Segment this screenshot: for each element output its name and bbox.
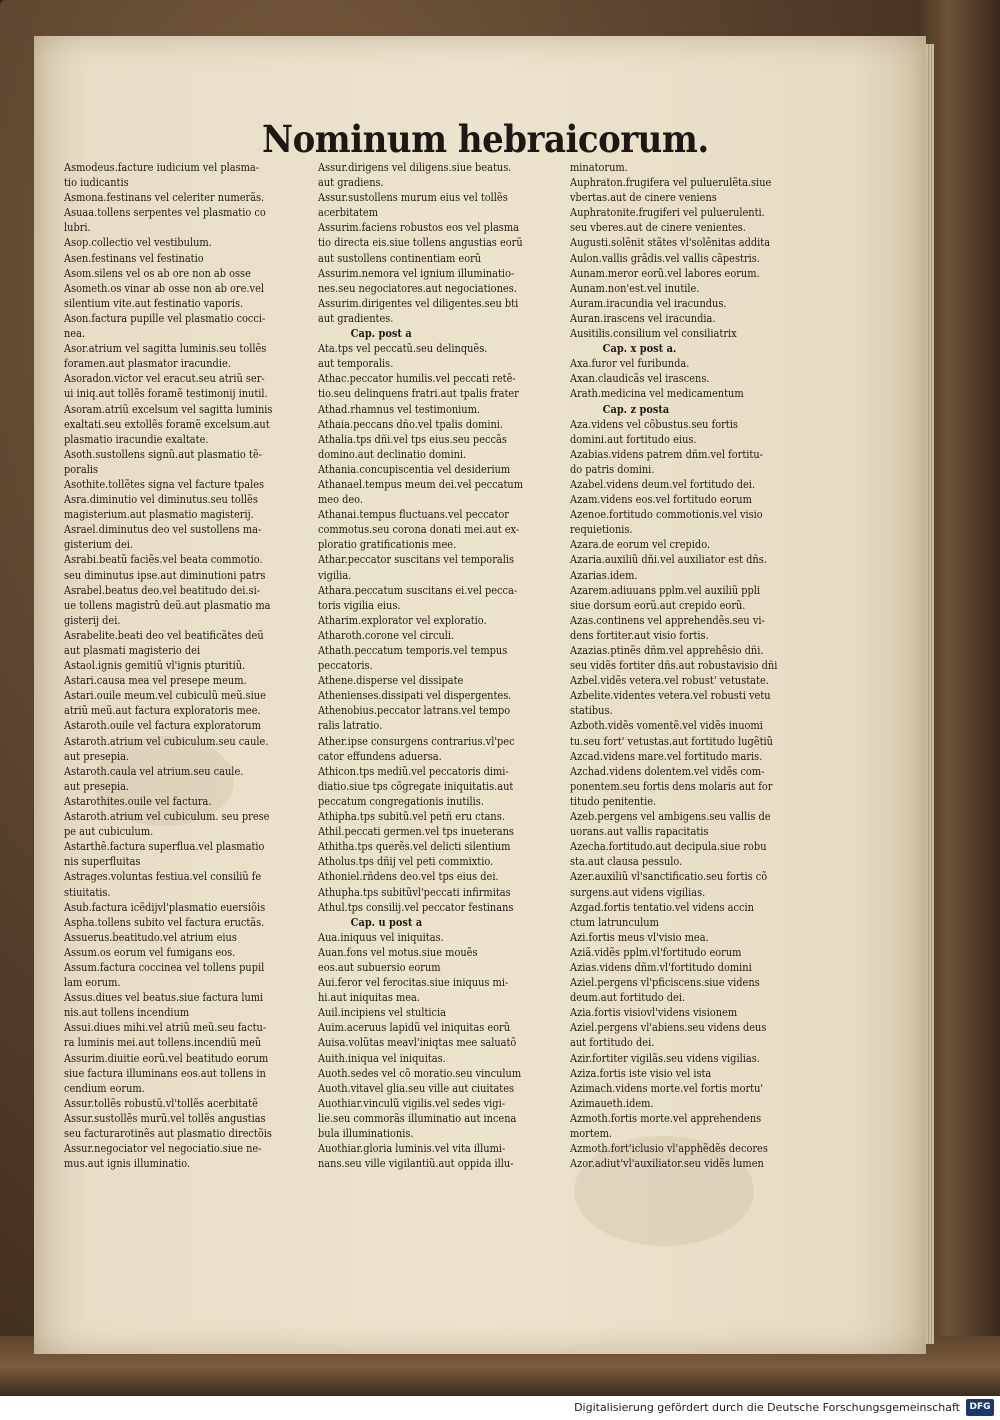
text-line: Azbelite.videntes vetera.vel robusti vetu bbox=[570, 688, 771, 703]
text-line: Azia.fortis visiovl'videns visionem bbox=[570, 1005, 738, 1020]
text-line: Athania.concupiscentia vel desiderium bbox=[318, 461, 511, 476]
text-line: Auan.fons vel motus.siue mouẽs bbox=[318, 944, 478, 959]
text-line: Astarothites.ouile vel factura. bbox=[64, 793, 212, 808]
text-line: Athul.tps consilij.vel peccator festinans bbox=[318, 899, 514, 914]
text-line: magisterium.aut plasmatio magisterij. bbox=[64, 507, 254, 522]
text-line: Atholus.tps dñij vel peti commixtio. bbox=[318, 854, 494, 869]
text-line: Auothiar.gloria luminis.vel vita illumi- bbox=[318, 1141, 506, 1156]
text-line: nea. bbox=[64, 326, 86, 341]
text-line: Asub.factura icẽdijvl'plasmatio euersiõis bbox=[64, 899, 266, 914]
text-line: Azeb.pergens vel ambigens.seu vallis de bbox=[570, 809, 771, 824]
text-line: meo deo. bbox=[318, 492, 364, 507]
text-line: Assur.negociator vel negociatio.siue ne- bbox=[64, 1141, 262, 1156]
text-line: Athara.peccatum suscitans ei.vel pecca- bbox=[318, 582, 518, 597]
text-line: Azmoth.fortis morte.vel apprehendens bbox=[570, 1110, 762, 1125]
text-line: siue factura illuminans eos.aut tollens in bbox=[64, 1065, 266, 1080]
text-line: Asrabel.beatus deo.vel beatitudo dei.si- bbox=[64, 582, 261, 597]
text-line: Aunam.meror eorũ.vel labores eorum. bbox=[570, 265, 760, 280]
text-line: Asometh.os vinar ab osse non ab ore.vel bbox=[64, 280, 265, 295]
text-line: Asoram.atriũ excelsum vel sagitta luminis bbox=[64, 401, 273, 416]
text-line: Azam.videns eos.vel fortitudo eorum bbox=[570, 492, 752, 507]
text-line: aut plasmati magisterio dei bbox=[64, 643, 201, 657]
text-line: lubri. bbox=[64, 220, 91, 235]
text-line: hi.aut iniquitas mea. bbox=[318, 990, 421, 1005]
text-line: seu vberes.aut de cinere venientes. bbox=[570, 220, 746, 235]
text-line: toris vigilia eius. bbox=[318, 597, 401, 612]
text-line: Athanai.tempus fluctuans.vel peccator bbox=[318, 507, 509, 522]
text-line: dens fortiter.aut visio fortis. bbox=[570, 627, 709, 642]
text-line: Assurim.faciens robustos eos vel plasma bbox=[318, 220, 519, 235]
text-line: Assurim.nemora vel ignium illuminatio- bbox=[318, 265, 515, 280]
text-line: minatorum. bbox=[570, 160, 628, 174]
text-line: Aziã.vidẽs pplm.vl'fortitudo eorum bbox=[570, 944, 742, 959]
text-line: Azarias.idem. bbox=[570, 567, 638, 582]
text-line: nes.seu negociatores.aut negociationes. bbox=[318, 280, 517, 295]
section-heading: Cap. z posta bbox=[602, 401, 670, 416]
text-line: deum.aut fortitudo dei. bbox=[570, 990, 686, 1005]
text-line: cator effundens aduersa. bbox=[318, 748, 442, 763]
text-line: Auisa.volũtas meavl'iniqtas mee saluatõ bbox=[318, 1035, 517, 1050]
text-line: Azi.fortis meus vl'visio mea. bbox=[570, 929, 709, 944]
page-heading: Nominum hebraicorum. bbox=[262, 117, 709, 162]
text-line: Astarthẽ.factura superflua.vel plasmatio bbox=[64, 839, 265, 854]
text-line: nis.aut tollens incendium bbox=[64, 1005, 190, 1020]
section-heading: Cap. post a bbox=[350, 326, 412, 341]
text-line: domini.aut fortitudo eius. bbox=[570, 431, 697, 446]
text-line: seu diminutus ipse.aut diminutioni patrs bbox=[64, 567, 266, 582]
text-line: Astaol.ignis gemitiũ vl'ignis pturitiũ. bbox=[64, 658, 246, 673]
text-line: peccatum congregationis inutilis. bbox=[318, 793, 484, 808]
text-column-3 bbox=[570, 160, 819, 1171]
text-line: Athanael.tempus meum dei.vel peccatum bbox=[318, 476, 524, 491]
text-line: Athac.peccator humilis.vel peccati retẽ- bbox=[318, 371, 516, 386]
text-line: Assurim.dirigentes vel diligentes.seu bti bbox=[318, 295, 519, 310]
text-line: plasmatio iracundie exaltate. bbox=[64, 431, 209, 446]
text-line: Asmodeus.facture iudicium vel plasma- bbox=[64, 160, 260, 174]
text-line: do patris domini. bbox=[570, 461, 655, 476]
text-line: Ausitilis.consilium vel consiliatrix bbox=[570, 326, 737, 341]
text-line: poralis bbox=[64, 461, 98, 476]
text-line: cendium eorum. bbox=[64, 1080, 145, 1095]
text-line: Azcad.videns mare.vel fortitudo maris. bbox=[570, 748, 763, 763]
text-line: Atharoth.corone vel circuli. bbox=[318, 627, 455, 642]
text-line: titudo penitentie. bbox=[570, 793, 657, 808]
text-line: Athil.peccati germen.vel tps inueterans bbox=[318, 824, 514, 839]
text-line: requietionis. bbox=[570, 522, 633, 537]
text-line: Azabel.videns deum.vel fortitudo dei. bbox=[570, 476, 756, 491]
text-line: Aspha.tollens subito vel factura eructãs. bbox=[64, 914, 265, 929]
text-column-1 bbox=[64, 160, 308, 1171]
text-line: seu vidẽs fortiter dñs.aut robustavisio dñi bbox=[570, 658, 778, 673]
text-line: aut presepia. bbox=[64, 748, 130, 763]
text-line: vigilia. bbox=[318, 567, 352, 582]
text-line: Astaroth.atrium vel cubiculum.seu caule. bbox=[64, 733, 269, 748]
text-line: peccatoris. bbox=[318, 658, 373, 673]
text-line: Auith.iniqua vel iniquitas. bbox=[318, 1050, 446, 1065]
page-edge bbox=[926, 44, 934, 1344]
text-line: Athenobius.peccator latrans.vel tempo bbox=[318, 703, 511, 718]
text-line: siue dorsum eorũ.aut crepido eorũ. bbox=[570, 597, 746, 612]
text-line: nis superfluitas bbox=[64, 854, 141, 869]
text-line: Auoth.sedes vel cõ moratio.seu vinculum bbox=[318, 1065, 522, 1080]
text-line: Asen.festinans vel festinatio bbox=[64, 250, 204, 265]
text-line: Azenoe.fortitudo commotionis.vel visio bbox=[570, 507, 763, 522]
text-line: Athaia.peccans dño.vel tpalis domini. bbox=[318, 416, 504, 431]
text-line: Azimach.videns morte.vel fortis mortu' bbox=[570, 1080, 764, 1095]
text-line: statibus. bbox=[570, 703, 613, 718]
text-line: Axan.claudicãs vel irascens. bbox=[570, 371, 710, 386]
text-line: Ata.tps vel peccatũ.seu delinquẽs. bbox=[318, 341, 488, 356]
dfg-logo: DFG bbox=[966, 1399, 994, 1416]
text-line: Athipha.tps subitũ.vel petñ eru ctans. bbox=[318, 809, 505, 824]
text-line: aut presepia. bbox=[64, 778, 130, 793]
text-line: Assui.diues mihi.vel atriũ meũ.seu factu- bbox=[64, 1020, 267, 1035]
text-line: Aziel.pergens vl'abiens.seu videns deus bbox=[570, 1020, 767, 1035]
text-line: Aza.videns vel cõbustus.seu fortis bbox=[570, 416, 738, 431]
text-line: atriũ meũ.aut factura exploratoris mee. bbox=[64, 703, 261, 718]
text-line: nans.seu ville vigilantiũ.aut oppida illu- bbox=[318, 1156, 514, 1171]
text-line: Astaroth.atrium vel cubiculum. seu prese bbox=[64, 809, 270, 824]
text-line: tio iudicantis bbox=[64, 175, 129, 190]
section-heading: Cap. x post a. bbox=[602, 341, 677, 356]
text-line: exaltati.seu extollẽs foramẽ excelsum.aut bbox=[64, 416, 270, 431]
text-line: ctum latrunculum bbox=[570, 914, 659, 929]
text-line: bula illuminationis. bbox=[318, 1126, 414, 1140]
text-line: Assurim.diuitie eorũ.vel beatitudo eorum bbox=[64, 1050, 269, 1065]
text-line: Astrages.voluntas festiua.vel consiliũ fe bbox=[64, 869, 262, 884]
text-line: Asrabelite.beati deo vel beatificãtes deũ bbox=[64, 627, 264, 642]
text-line: Athicon.tps mediũ.vel peccatoris dimi- bbox=[318, 763, 509, 778]
text-line: Azir.fortiter vigilãs.seu videns vigilias. bbox=[570, 1050, 760, 1065]
text-line: Azas.continens vel apprehendẽs.seu vi- bbox=[570, 612, 765, 627]
text-line: Asor.atrium vel sagitta luminis.seu tollẽs bbox=[64, 341, 267, 356]
text-line: ue tollens magistrũ deũ.aut plasmatio ma bbox=[64, 597, 271, 612]
text-line: Azabias.videns patrem dñm.vel fortitu- bbox=[570, 446, 763, 461]
text-line: Azimaueth.idem. bbox=[570, 1095, 654, 1110]
text-line: Azbel.vidẽs vetera.vel robust' vetustate. bbox=[570, 673, 769, 688]
text-line: Aui.feror vel ferocitas.siue iniquus mi- bbox=[318, 975, 509, 990]
text-line: Assur.sustollẽs murũ.vel tollẽs angustias bbox=[64, 1110, 266, 1125]
text-line: Azaria.auxiliũ dñi.vel auxiliator est dñs. bbox=[570, 552, 767, 567]
text-line: lam eorum. bbox=[64, 975, 121, 990]
text-line: Asoth.sustollens signũ.aut plasmatio tẽ- bbox=[64, 446, 262, 461]
text-line: Auram.iracundia vel iracundus. bbox=[570, 295, 727, 310]
text-line: eos.aut subuersio eorum bbox=[318, 959, 441, 974]
text-line: Azara.de eorum vel crepido. bbox=[570, 537, 711, 552]
text-line: Asra.diminutio vel diminutus.seu tollẽs bbox=[64, 492, 258, 507]
text-line: Athupha.tps subitũvl'peccati infirmitas bbox=[318, 884, 511, 899]
text-line: Assuerus.beatitudo.vel atrium eius bbox=[64, 929, 237, 944]
footer-credit: Digitalisierung gefördert durch die Deutsche Forschungsgemeinschaft bbox=[574, 1401, 960, 1414]
text-line: stiuitatis. bbox=[64, 884, 111, 899]
text-line: Asmona.festinans vel celeriter numerãs. bbox=[64, 190, 265, 205]
text-line: Azmoth.fort'iclusio vl'apphẽdẽs decores bbox=[570, 1141, 768, 1156]
text-line: Astari.ouile meum.vel cubiculũ meũ.siue bbox=[64, 688, 266, 703]
text-line: Aua.iniquus vel iniquitas. bbox=[318, 929, 444, 944]
text-line: Athitha.tps querẽs.vel delicti silentium bbox=[318, 839, 511, 854]
text-line: Assur.tollẽs robustũ.vl'tollẽs acerbitatẽ bbox=[64, 1095, 258, 1110]
text-line: Azor.adiut'vl'auxiliator.seu vidẽs lumen bbox=[570, 1156, 764, 1171]
text-line: Azazias.ptinẽs dñm.vel apprehẽsio dñi. bbox=[570, 643, 764, 657]
footer-bar bbox=[0, 1396, 1000, 1420]
text-line: tio.seu delinquens fratri.aut tpalis frater bbox=[318, 386, 519, 401]
text-line: Astaroth.caula vel atrium.seu caule. bbox=[64, 763, 244, 778]
text-line: diatio.siue tps cõgregate iniquitatis.aut bbox=[318, 778, 514, 793]
text-line: Asrael.diminutus deo vel sustollens ma- bbox=[64, 522, 262, 537]
text-line: tio directa eis.siue tollens angustias eorũ bbox=[318, 235, 523, 250]
text-line: Asop.collectio vel vestibulum. bbox=[64, 235, 212, 250]
text-line: Auothiar.vinculũ vigilis.vel sedes vigi- bbox=[318, 1095, 506, 1110]
text-line: Auim.aceruus lapidũ vel iniquitas eorũ bbox=[318, 1020, 511, 1035]
text-line: Aunam.non'est.vel inutile. bbox=[570, 280, 700, 295]
text-line: Assum.factura coccinea vel tollens pupil bbox=[64, 959, 265, 974]
text-line: ui iniq.aut tollẽs foramẽ testimonij inutil. bbox=[64, 386, 268, 401]
text-line: ponentem.seu fortis dens molaris aut for bbox=[570, 778, 773, 793]
text-line: Auphraton.frugifera vel puluerulẽta.siue bbox=[570, 175, 772, 190]
text-line: silentium vite.aut festinatio vaporis. bbox=[64, 295, 244, 310]
text-line: Athalia.tps dñi.vel tps eius.seu peccãs bbox=[318, 431, 507, 446]
text-line: gisterium dei. bbox=[64, 537, 134, 552]
text-line: Asrabi.beatũ faciẽs.vel beata commotio. bbox=[64, 552, 263, 567]
text-line: sta.aut clausa pessulo. bbox=[570, 854, 683, 869]
text-line: Aziza.fortis iste visio vel ista bbox=[570, 1065, 712, 1080]
text-line: Azgad.fortis tentatio.vel videns accin bbox=[570, 899, 754, 914]
text-line: vbertas.aut de cinere veniens bbox=[570, 190, 717, 205]
text-line: Asoradon.victor vel eracut.seu atriũ ser- bbox=[64, 371, 265, 386]
text-line: Auphratonite.frugiferi vel puluerulenti. bbox=[570, 205, 765, 220]
text-line: Azboth.vidẽs vomentẽ.vel vidẽs inuomi bbox=[570, 718, 763, 733]
text-line: seu facturarotinẽs aut plasmatio directõis bbox=[64, 1126, 272, 1140]
text-line: mus.aut ignis illuminatio. bbox=[64, 1156, 191, 1171]
text-line: Asothite.tollẽtes signa vel facture tpales bbox=[64, 476, 265, 491]
text-line: Auran.irascens vel iracundia. bbox=[570, 310, 716, 325]
text-line: Athath.peccatum temporis.vel tempus bbox=[318, 643, 508, 657]
text-line: Axa.furor vel furibunda. bbox=[570, 356, 690, 371]
text-line: Arath.medicina vel medicamentum bbox=[570, 386, 744, 401]
text-line: tu.seu fort' vetustas.aut fortitudo lugẽtiũ bbox=[570, 733, 773, 748]
text-line: Ather.ipse consurgens contrarius.vl'pec bbox=[318, 733, 515, 748]
text-line: Aulon.vallis grãdis.vel vallis cãpestris. bbox=[570, 250, 760, 265]
text-line: Athar.peccator suscitans vel temporalis bbox=[318, 552, 515, 567]
text-line: aut temporalis. bbox=[318, 356, 394, 371]
text-line: Athad.rhamnus vel testimonium. bbox=[318, 401, 481, 416]
text-column-2 bbox=[318, 160, 569, 1171]
text-line: Atharim.explorator vel exploratio. bbox=[318, 612, 487, 627]
text-line: Aziel.pergens vl'pficiscens.siue videns bbox=[570, 975, 760, 990]
text-line: uorans.aut vallis rapacitatis bbox=[570, 824, 709, 839]
text-line: Auoth.vitavel glia.seu ville aut ciuitates bbox=[318, 1080, 515, 1095]
text-line: surgens.aut videns vigilias. bbox=[570, 884, 706, 899]
text-line: domino.aut declinatio domini. bbox=[318, 446, 467, 461]
text-line: Astaroth.ouile vel factura exploratorum bbox=[64, 718, 261, 733]
text-line: Azer.auxiliũ vl'sanctificatio.seu fortis cõ bbox=[570, 869, 768, 884]
text-line: Athenienses.dissipati vel dispergentes. bbox=[318, 688, 512, 703]
text-line: Azarem.adiuuans pplm.vel auxiliũ ppli bbox=[570, 582, 761, 597]
text-line: Ason.factura pupille vel plasmatio cocci- bbox=[64, 310, 266, 325]
text-line: Assur.sustollens murum eius vel tollẽs bbox=[318, 190, 508, 205]
text-line: pe aut cubiculum. bbox=[64, 824, 154, 839]
text-line: Athoniel.rñdens deo.vel tps eius dei. bbox=[318, 869, 499, 884]
text-line: Augusti.solẽnit stãtes vl'solẽnitas addita bbox=[570, 235, 771, 250]
text-line: aut fortitudo dei. bbox=[570, 1035, 655, 1050]
text-line: ra luminis mei.aut tollens.incendiũ meũ bbox=[64, 1035, 262, 1050]
text-line: commotus.seu corona donati mei.aut ex- bbox=[318, 522, 520, 537]
text-line: ploratio gratificationis mee. bbox=[318, 537, 457, 552]
text-line: foramen.aut plasmator iracundie. bbox=[64, 356, 231, 371]
text-line: Assum.os eorum vel fumigans eos. bbox=[64, 944, 236, 959]
text-line: Asom.silens vel os ab ore non ab osse bbox=[64, 265, 251, 280]
text-line: aut sustollens continentiam eorũ bbox=[318, 250, 482, 265]
text-line: Asuaa.tollens serpentes vel plasmatio co bbox=[64, 205, 266, 220]
text-line: acerbitatem bbox=[318, 205, 379, 220]
text-line: ralis latratio. bbox=[318, 718, 383, 733]
text-line: aut gradientes. bbox=[318, 310, 394, 325]
text-line: Azecha.fortitudo.aut decipula.siue robu bbox=[570, 839, 767, 854]
text-line: Athene.disperse vel dissipate bbox=[318, 673, 464, 688]
text-line: Assur.dirigens vel diligens.siue beatus. bbox=[318, 160, 512, 174]
text-line: gisterij dei. bbox=[64, 612, 121, 627]
text-line: mortem. bbox=[570, 1126, 613, 1140]
section-heading: Cap. u post a bbox=[350, 914, 423, 929]
text-line: Astari.causa mea vel presepe meum. bbox=[64, 673, 247, 688]
text-line: lie.seu commorãs illuminatio aut incena bbox=[318, 1110, 517, 1125]
text-line: Assus.diues vel beatus.siue factura lumi bbox=[64, 990, 264, 1005]
text-line: Azias.videns dñm.vl'fortitudo domini bbox=[570, 959, 752, 974]
text-line: Auil.incipiens vel stulticia bbox=[318, 1005, 446, 1020]
text-line: Azchad.videns dolentem.vel vidẽs com- bbox=[570, 763, 765, 778]
text-line: aut gradiens. bbox=[318, 175, 384, 190]
